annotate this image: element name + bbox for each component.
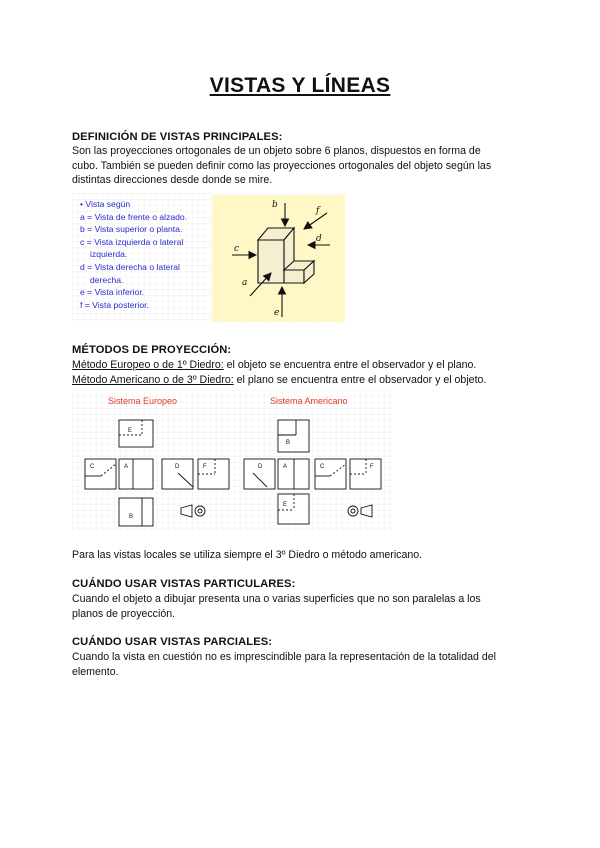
metodo-americano-text: el plano se encuentra entre el observador y el objeto. — [233, 373, 487, 386]
sistema-europeo-label: Sistema Europeo — [108, 396, 178, 406]
view-label: A — [283, 464, 288, 470]
paragraph-nota-locales: Para las vistas locales se utiliza siempre el 3º Diedro o método americano. — [72, 549, 423, 561]
label-c: c — [234, 244, 240, 254]
legend-line: d = Vista derecha o lateral — [80, 261, 180, 272]
paragraph-line: Cuando la vista en cuestión no es imprescindible para la representación de la totalidad del — [72, 651, 497, 663]
view-label: D — [175, 464, 180, 470]
view-label: F — [203, 464, 207, 470]
view-label: A — [124, 464, 129, 470]
view-label: C — [320, 464, 325, 470]
sistema-americano-label: Sistema Americano — [270, 396, 348, 406]
metodo-americano-label: Método Americano o de 3º Diedro: — [72, 373, 234, 386]
paragraph-line: distintas direcciones desde donde se mire. — [72, 174, 273, 187]
view-box — [119, 498, 153, 526]
label-b: b — [272, 200, 278, 210]
view-box — [278, 494, 309, 524]
legend-line: • Vista según — [80, 199, 131, 209]
metodo-europeo-label: Método Europeo o de 1º Diedro: — [72, 359, 224, 371]
metodo-europeo-text: el objeto se encuentra entre el observador y el plano. — [223, 359, 477, 371]
paragraph-line — [72, 358, 542, 373]
section-heading-parciales: CUÁNDO USAR VISTAS PARCIALES: — [72, 636, 273, 648]
view-label: B — [286, 440, 291, 446]
label-e: e — [274, 308, 280, 318]
paragraph-line: Son las proyecciones ortogonales de un objeto sobre 6 planos, dispuestos en forma de — [72, 145, 481, 157]
section-heading-particulares: CUÁNDO USAR VISTAS PARTICULARES: — [72, 578, 296, 590]
view-label: D — [258, 464, 263, 470]
paragraph-line: elemento. — [72, 665, 119, 678]
legend-line: a = Vista de frente o alzado. — [80, 211, 188, 222]
section-heading-metodos: MÉTODOS DE PROYECCIÓN: — [72, 344, 232, 356]
view-box — [119, 420, 153, 447]
paragraph-line: Cuando el objeto a dibujar presenta una o varias superficies que no son paralelas a los — [72, 593, 481, 605]
view-box — [278, 420, 309, 452]
views-legend — [80, 198, 215, 311]
view-label: E — [283, 502, 288, 508]
legend-line: b = Vista superior o planta. — [80, 224, 183, 235]
legend-line: f = Vista posterior. — [80, 299, 149, 310]
legend-line: derecha. — [90, 274, 124, 285]
section-heading-definicion: DEFINICIÓN DE VISTAS PRINCIPALES: — [72, 131, 283, 143]
label-d: d — [316, 234, 322, 244]
paragraph-line — [72, 373, 542, 388]
view-label: C — [90, 464, 95, 470]
legend-line: izquierda. — [90, 249, 128, 260]
legend-line: e = Vista inferior. — [80, 287, 145, 298]
view-label: F — [370, 464, 374, 470]
legend-line: c = Vista izquierda o lateral — [80, 236, 184, 247]
paragraph-line: planos de proyección. — [72, 607, 176, 620]
paragraph-parciales — [72, 650, 542, 679]
paragraph-particulares — [72, 592, 532, 621]
view-label: B — [129, 514, 134, 520]
paragraph-metodos — [72, 358, 542, 387]
view-label: E — [128, 428, 133, 434]
projection-systems-figure — [72, 390, 392, 532]
paragraph-line: cubo. También se pueden definir como las proyecciones ortogonales del objeto según las — [72, 159, 492, 172]
paragraph-definicion — [72, 144, 522, 188]
label-a: a — [242, 278, 248, 288]
label-f: f — [316, 206, 320, 216]
page-title: VISTAS Y LÍNEAS — [209, 74, 391, 97]
